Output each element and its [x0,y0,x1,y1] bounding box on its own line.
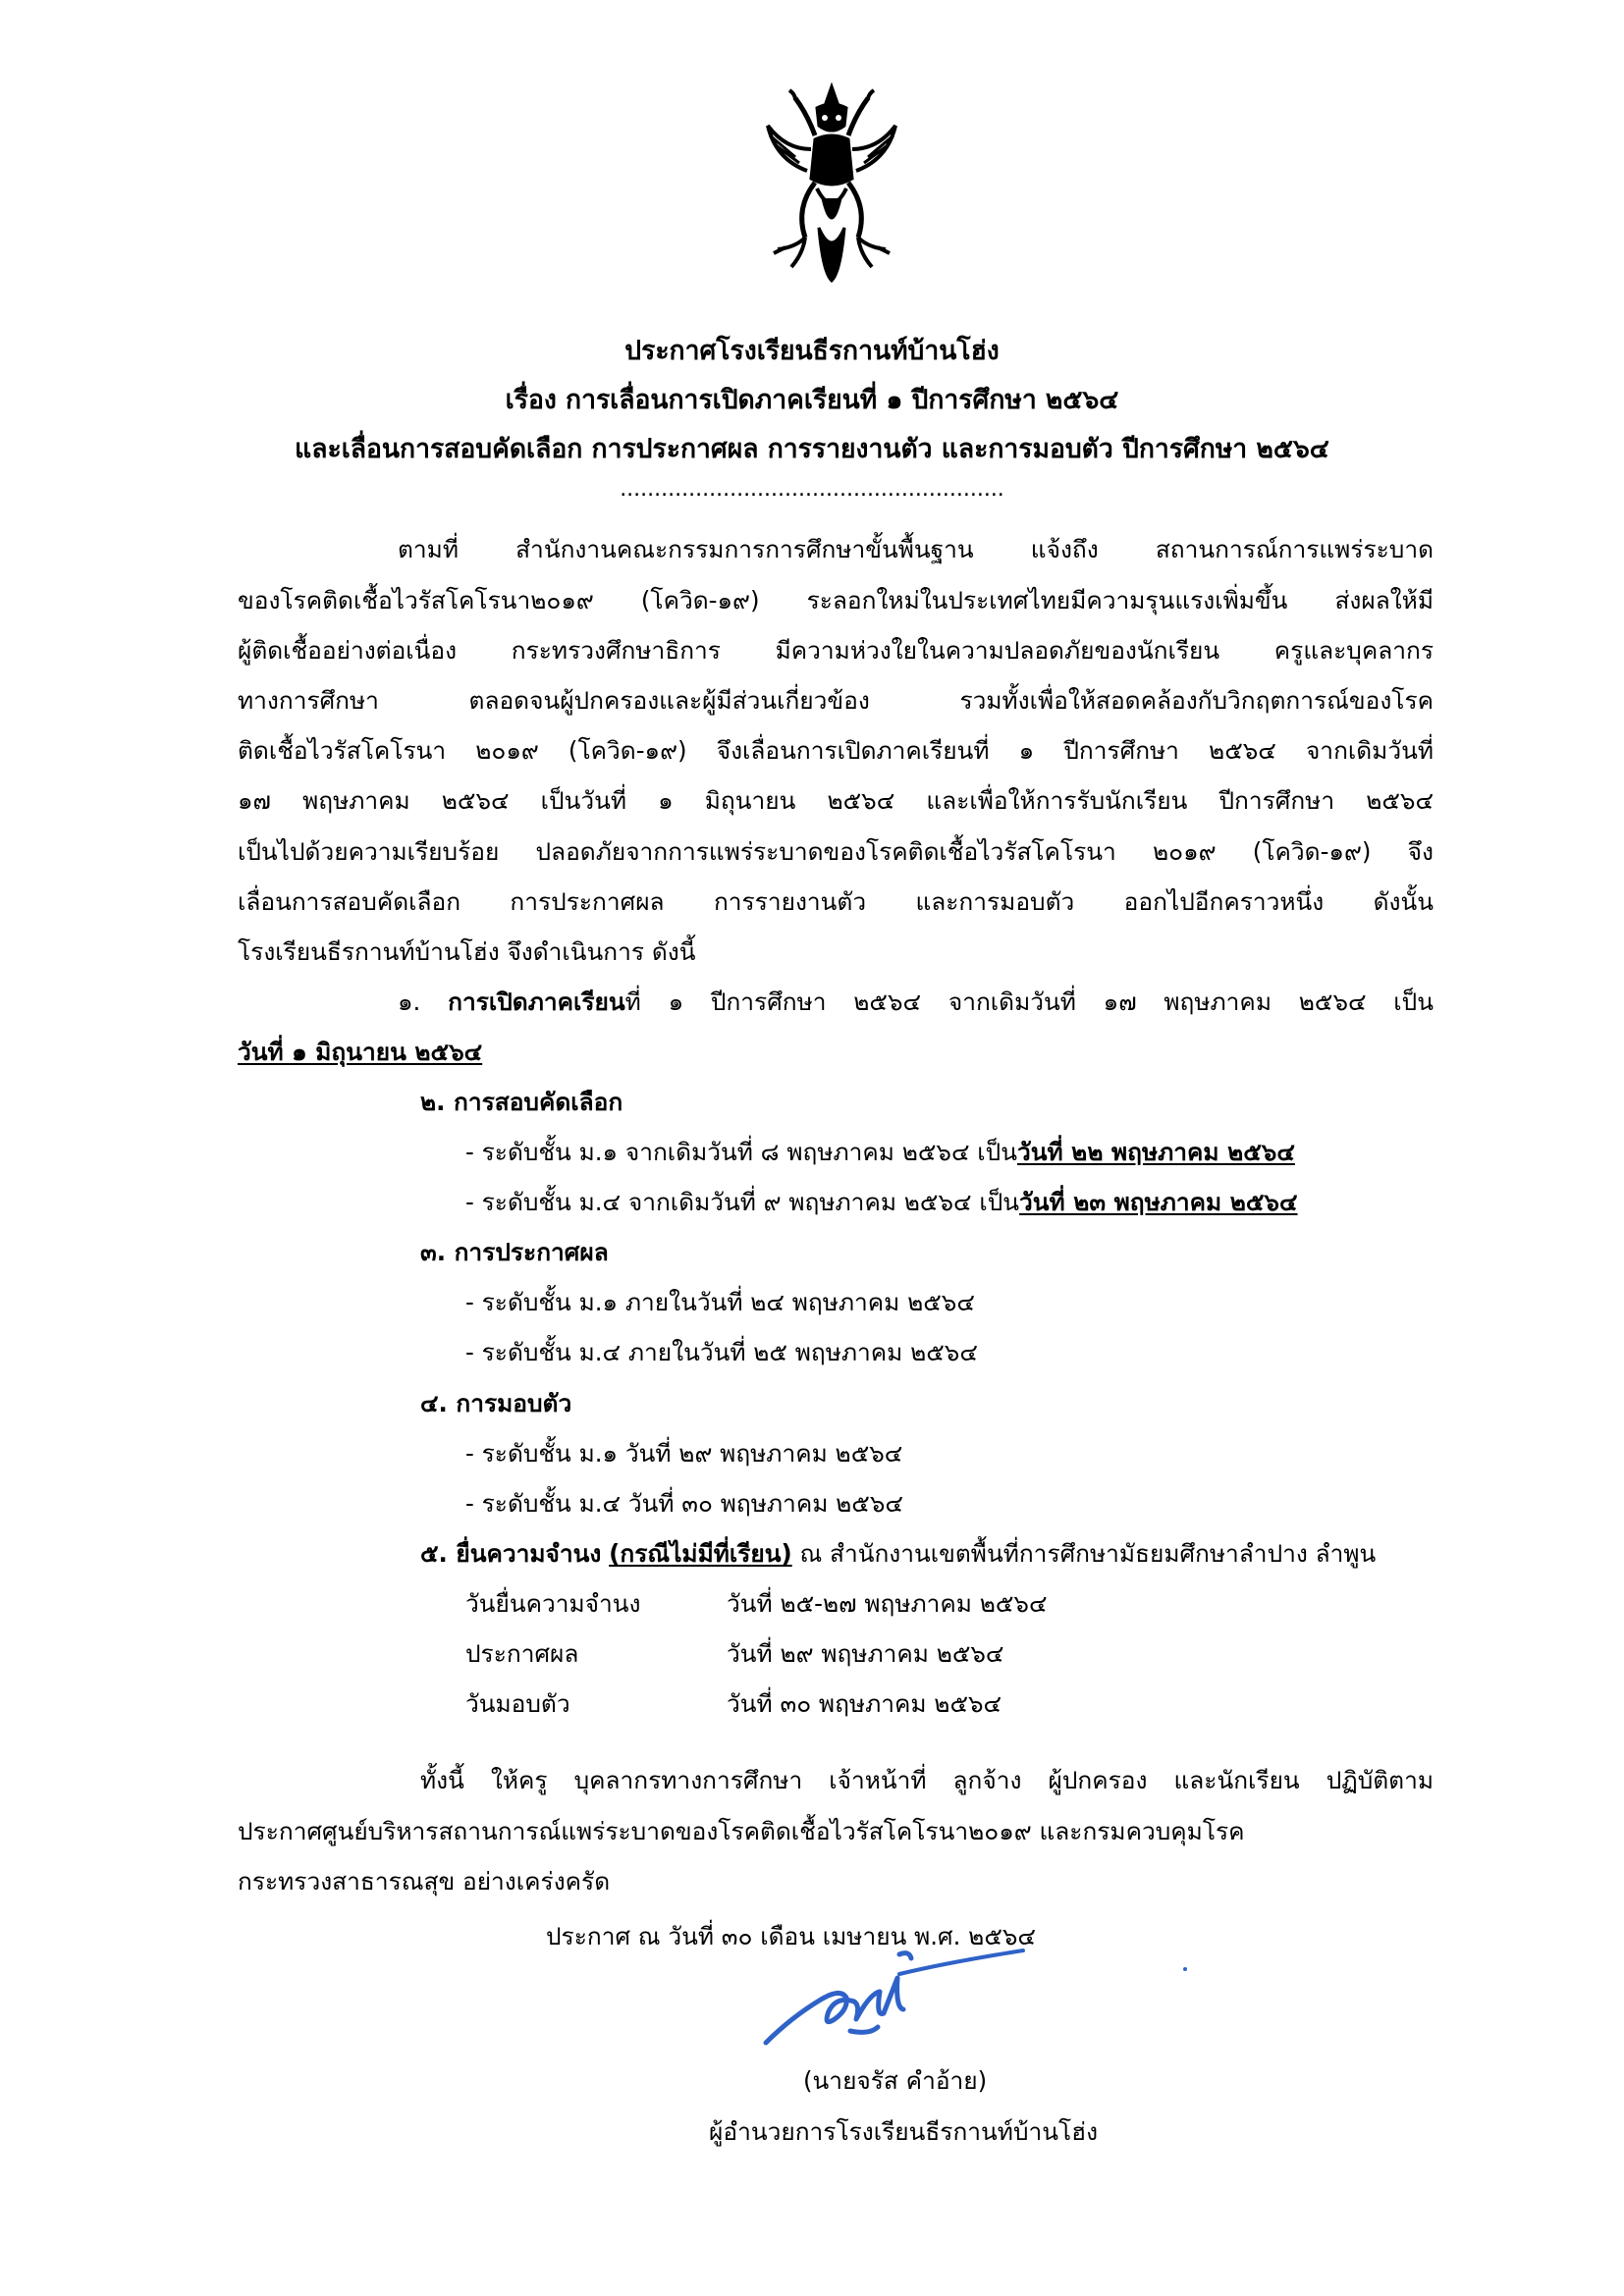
schedule-label-1: วันยื่นความจำนง [465,1589,641,1618]
item-2-row-1: - ระดับชั้น ม.๑ จากเดิมวันที่ ๘ พฤษภาคม ๒๕๖๔ เป็นวันที่ ๒๒ พฤษภาคม ๒๕๖๔ [465,1138,1295,1166]
body-line-2: ของโรคติดเชื้อไวรัสโคโรนา๒๐๑๙ (โควิด-๑๙) ระลอกใหม่ในประเทศไทยมีความรุนแรงเพิ่มขึ้น ส่งผลให้มี [238,586,1434,614]
item-1-heading: การเปิดภาคเรียน [448,988,625,1016]
schedule-label-2: ประกาศผล [465,1639,579,1668]
body-line-3: ผู้ติดเชื้ออย่างต่อเนื่อง กระทรวงศึกษาธิการ มีความห่วงใยในความปลอดภัยของนักเรียน ครูและบุคลากร [238,636,1434,665]
item-2-heading: ๒. การสอบคัดเลือก [420,1088,623,1116]
item-2-row-2: - ระดับชั้น ม.๔ จากเดิมวันที่ ๙ พฤษภาคม ๒๕๖๔ เป็นวันที่ ๒๓ พฤษภาคม ๒๕๖๔ [465,1188,1298,1216]
separator-dots: ........................................................ [620,477,1004,502]
closing-line-3: กระทรวงสาธารณสุข อย่างเคร่งครัด [238,1867,611,1896]
body-line-5: ติดเชื้อไวรัสโคโรนา ๒๐๑๙ (โควิด-๑๙) จึงเลื่อนการเปิดภาคเรียนที่ ๑ ปีการศึกษา ๒๕๖๔ จากเดิมวันที่ [238,736,1434,765]
item-5-text: ณ สำนักงานเขตพื้นที่การศึกษามัธยมศึกษาลำปาง ลำพูน [791,1539,1377,1568]
announcement-subject-2: และเลื่อนการสอบคัดเลือก การประกาศผล การรายงานตัว และการมอบตัว ปีการศึกษา ๒๕๖๔ [295,434,1329,464]
signer-position: ผู้อำนวยการโรงเรียนธีรกานท์บ้านโฮ่ง [709,2117,1099,2146]
closing-line-2: ประกาศศูนย์บริหารสถานการณ์แพร่ระบาดของโรคติดเชื้อไวรัสโคโรนา๒๐๑๙ และกรมควบคุมโรค [238,1817,1245,1845]
body-line-8: เลื่อนการสอบคัดเลือก การประกาศผล การรายงานตัว และการมอบตัว ออกไปอีกคราวหนึ่ง ดังนั้น [238,887,1434,916]
body-line-9: โรงเรียนธีรกานท์บ้านโฮ่ง จึงดำเนินการ ดังนี้ [238,937,696,966]
item-2-row-1-date: วันที่ ๒๒ พฤษภาคม ๒๕๖๔ [1016,1138,1295,1166]
handwritten-signature-icon [752,1949,1027,2066]
schedule-value-1: วันที่ ๒๕-๒๗ พฤษภาคม ๒๕๖๔ [727,1589,1048,1618]
announcement-date: ประกาศ ณ วันที่ ๓๐ เดือน เมษายน พ.ศ. ๒๕๖๔ [546,1922,1036,1950]
item-1-number: ๑. [398,988,421,1016]
item-4-row-1: - ระดับชั้น ม.๑ วันที่ ๒๙ พฤษภาคม ๒๕๖๔ [465,1439,903,1468]
item-3-row-2: - ระดับชั้น ม.๔ ภายในวันที่ ๒๕ พฤษภาคม ๒๕๖๔ [465,1338,978,1366]
item-4-row-2: - ระดับชั้น ม.๔ วันที่ ๓๐ พฤษภาคม ๒๕๖๔ [465,1489,903,1518]
closing-line-1: ทั้งนี้ ให้ครู บุคลากรทางการศึกษา เจ้าหน้าที่ ลูกจ้าง ผู้ปกครอง และนักเรียน ปฏิบัติตาม [420,1766,1434,1794]
body-line-4: ทางการศึกษา ตลอดจนผู้ปกครองและผู้มีส่วนเกี่ยวข้อง รวมทั้งเพื่อให้สอดคล้องกับวิกฤตการณ์ของโรค [238,686,1434,715]
ink-dot [1183,1967,1187,1971]
body-line-6: ๑๗ พฤษภาคม ๒๕๖๔ เป็นวันที่ ๑ มิถุนายน ๒๕๖๔ และเพื่อให้การรับนักเรียน ปีการศึกษา ๒๕๖๔ [238,786,1434,815]
schedule-value-3: วันที่ ๓๐ พฤษภาคม ๒๕๖๔ [727,1689,1002,1718]
body-line-7: เป็นไปด้วยความเรียบร้อย ปลอดภัยจากการแพร่ระบาดของโรคติดเชื้อไวรัสโคโรนา ๒๐๑๙ (โควิด-๑๙) จึง [238,837,1434,866]
announcement-subject: เรื่อง การเลื่อนการเปิดภาคเรียนที่ ๑ ปีการศึกษา ๒๕๖๔ [505,385,1119,415]
schedule-label-3: วันมอบตัว [465,1689,570,1718]
schedule-value-2: วันที่ ๒๙ พฤษภาคม ๒๕๖๔ [727,1639,1004,1668]
item-3-row-1: - ระดับชั้น ม.๑ ภายในวันที่ ๒๔ พฤษภาคม ๒๕๖๔ [465,1288,975,1316]
item-1-text: ที่ ๑ ปีการศึกษา ๒๕๖๔ จากเดิมวันที่ ๑๗ พฤษภาคม ๒๕๖๔ เป็น [624,988,1434,1016]
signer-name: (นายจรัส คำอ้าย) [803,2066,988,2095]
item-2-row-2-date: วันที่ ๒๓ พฤษภาคม ๒๕๖๔ [1019,1188,1298,1216]
item-3-heading: ๓. การประกาศผล [420,1238,609,1266]
item-1-date: วันที่ ๑ มิถุนายน ๒๕๖๔ [238,1038,483,1066]
item-4-heading: ๔. การมอบตัว [420,1389,572,1417]
item-5-condition: (กรณีไม่มีที่เรียน) [609,1539,792,1568]
garuda-emblem-icon [756,80,907,289]
item-5 [420,1534,1376,1573]
announcement-title: ประกาศโรงเรียนธีรกานท์บ้านโฮ่ง [624,336,1000,366]
item-5-heading: ๕. ยื่นความจำนง [420,1539,602,1568]
item-1 [398,983,1434,1021]
body-line-1: ตามที่ สำนักงานคณะกรรมการการศึกษาขั้นพื้นฐาน แจ้งถึง สถานการณ์การแพร่ระบาด [398,535,1434,563]
